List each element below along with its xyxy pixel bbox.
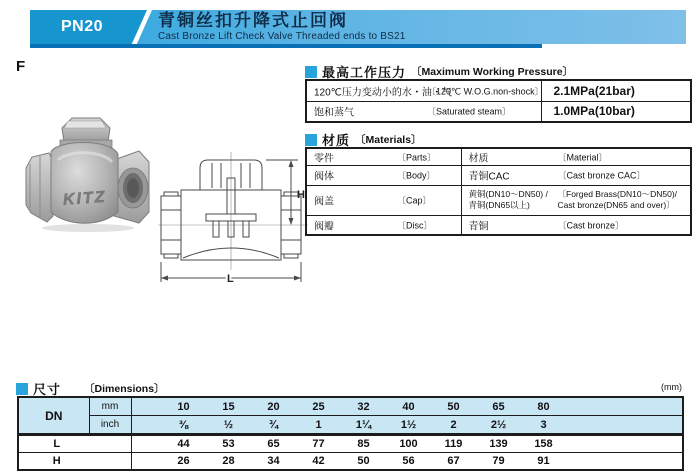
part-name-zh: 阀体 bbox=[314, 171, 334, 183]
length-value: 100 bbox=[386, 435, 431, 453]
part-name-zh: 阀盖 bbox=[314, 196, 334, 208]
dimensions-unit-label: (mm) bbox=[661, 382, 682, 392]
dimensions-heading-zh: 尺寸 bbox=[33, 382, 62, 397]
banner-titles bbox=[158, 11, 406, 43]
height-value: 67 bbox=[447, 455, 460, 467]
material-zh: 青铜CAC bbox=[468, 171, 510, 183]
pressure-row-wog bbox=[306, 80, 691, 101]
material-col-header-en: 〔Material〕 bbox=[557, 152, 608, 163]
figure-index-label: F bbox=[16, 58, 26, 75]
dn-inch-value: ½ bbox=[206, 416, 251, 435]
materials-row-disc bbox=[306, 215, 691, 235]
blue-square-bullet-icon bbox=[305, 134, 317, 146]
spacer-cell bbox=[131, 397, 161, 416]
material-en: 〔Cast bronze CAC〕 bbox=[557, 170, 646, 181]
height-value: 28 bbox=[222, 455, 235, 467]
mm-row-label: mm bbox=[89, 397, 131, 416]
filler-cell bbox=[566, 435, 683, 453]
dn-inch-value: 2½ bbox=[476, 416, 521, 435]
dn-inch-value: 3 bbox=[521, 416, 566, 435]
height-value: 34 bbox=[267, 455, 280, 467]
dn-mm-value: 40 bbox=[386, 397, 431, 416]
material-en: 〔Forged Brass(DN10～DN50)/ Cast bronze(DN65 and over)〕 bbox=[557, 189, 678, 210]
length-value: 119 bbox=[431, 435, 476, 453]
spacer-cell bbox=[131, 435, 161, 453]
materials-heading-zh: 材质 bbox=[322, 133, 351, 148]
dn-mm-value: 20 bbox=[251, 397, 296, 416]
pressure-class-badge: PN20 bbox=[60, 18, 104, 35]
materials-row-body bbox=[306, 165, 691, 185]
height-value: 42 bbox=[312, 455, 325, 467]
header-banner bbox=[30, 10, 686, 44]
material-zh: 青铜 bbox=[468, 221, 489, 233]
part-name-zh: 阀瓣 bbox=[314, 221, 334, 233]
pressure-label-en: 〔120℃ W.O.G.non-shock〕 bbox=[427, 86, 544, 97]
filler-cell bbox=[566, 397, 683, 416]
materials-row-cap bbox=[306, 185, 691, 215]
pressure-label-zh: 120℃压力变动小的水・油・气 bbox=[314, 87, 452, 99]
spacer-cell bbox=[131, 416, 161, 435]
dn-mm-value: 25 bbox=[296, 397, 341, 416]
material-en: 〔Cast bronze〕 bbox=[557, 220, 625, 231]
inch-row-label: inch bbox=[89, 416, 131, 435]
dn-inch-value: 1 bbox=[296, 416, 341, 435]
height-row bbox=[18, 453, 683, 471]
dn-mm-value: 65 bbox=[476, 397, 521, 416]
parts-col-header-en: 〔Parts〕 bbox=[397, 152, 437, 163]
pressure-row-steam bbox=[306, 101, 691, 122]
product-title-en: Cast Bronze Lift Check Valve Threaded ends to BS21 bbox=[158, 31, 406, 42]
dn-inch-value: 2 bbox=[431, 416, 476, 435]
length-value: 158 bbox=[521, 435, 566, 453]
material-zh: 黄铜(DN10～DN50) / 青铜(DN65以上) bbox=[468, 189, 548, 210]
length-row bbox=[18, 435, 683, 453]
height-value: 26 bbox=[177, 455, 190, 467]
height-value: 50 bbox=[357, 455, 370, 467]
materials-table bbox=[305, 147, 692, 236]
blue-square-bullet-icon bbox=[16, 383, 28, 395]
dn-header: DN bbox=[18, 397, 89, 435]
length-row-label: L bbox=[18, 435, 131, 453]
pressure-heading-zh: 最高工作压力 bbox=[322, 65, 407, 80]
length-value: 85 bbox=[341, 435, 386, 453]
blue-square-bullet-icon bbox=[305, 66, 317, 78]
height-value: 91 bbox=[537, 455, 550, 467]
dn-inch-value: 1½ bbox=[386, 416, 431, 435]
dn-mm-value: 32 bbox=[341, 397, 386, 416]
valve-photo bbox=[22, 104, 154, 236]
dn-mm-value: 15 bbox=[206, 397, 251, 416]
dn-mm-value: 80 bbox=[521, 397, 566, 416]
brand-embossing: KITZ bbox=[62, 188, 108, 209]
dn-mm-row bbox=[18, 397, 683, 416]
materials-heading-en: 〔Materials〕 bbox=[355, 134, 422, 146]
dn-inch-value: 1¼ bbox=[341, 416, 386, 435]
pressure-label-en: 〔Saturated steam〕 bbox=[427, 106, 512, 117]
length-value: 53 bbox=[206, 435, 251, 453]
pressure-heading-en: 〔Maximum Working Pressure〕 bbox=[411, 66, 574, 78]
valve-section-drawing bbox=[158, 150, 308, 295]
part-name-en: 〔Disc〕 bbox=[397, 220, 433, 231]
part-name-en: 〔Cap〕 bbox=[397, 195, 432, 206]
length-value: 44 bbox=[161, 435, 206, 453]
length-value: 65 bbox=[251, 435, 296, 453]
dim-h-label: H bbox=[297, 189, 305, 201]
material-col-header-zh: 材质 bbox=[468, 153, 489, 165]
filler-cell bbox=[566, 416, 683, 435]
pressure-value: 1.0MPa(10bar) bbox=[541, 101, 691, 122]
pressure-label-zh: 饱和蒸气 bbox=[314, 107, 354, 119]
height-value: 56 bbox=[402, 455, 415, 467]
dn-inch-value: ¾ bbox=[251, 416, 296, 435]
dimensions-heading-en: 〔Dimensions〕 bbox=[84, 383, 165, 395]
dimensions-table bbox=[17, 396, 684, 471]
part-name-en: 〔Body〕 bbox=[397, 170, 436, 181]
filler-cell bbox=[566, 453, 683, 471]
dim-l-label: L bbox=[227, 273, 234, 285]
height-value: 79 bbox=[492, 455, 505, 467]
parts-col-header-zh: 零件 bbox=[314, 153, 334, 165]
dn-inch-value: ⅜ bbox=[161, 416, 206, 435]
product-title-zh: 青铜丝扣升降式止回阀 bbox=[158, 11, 348, 30]
pressure-value: 2.1MPa(21bar) bbox=[541, 80, 691, 101]
length-value: 139 bbox=[476, 435, 521, 453]
pressure-table bbox=[305, 79, 692, 123]
height-row-label: H bbox=[18, 453, 131, 471]
length-value: 77 bbox=[296, 435, 341, 453]
dn-inch-row bbox=[18, 416, 683, 435]
spacer-cell bbox=[131, 453, 161, 471]
materials-header-row bbox=[306, 148, 691, 165]
dn-mm-value: 10 bbox=[161, 397, 206, 416]
dn-mm-value: 50 bbox=[431, 397, 476, 416]
banner-bottom-stripe bbox=[30, 44, 542, 48]
